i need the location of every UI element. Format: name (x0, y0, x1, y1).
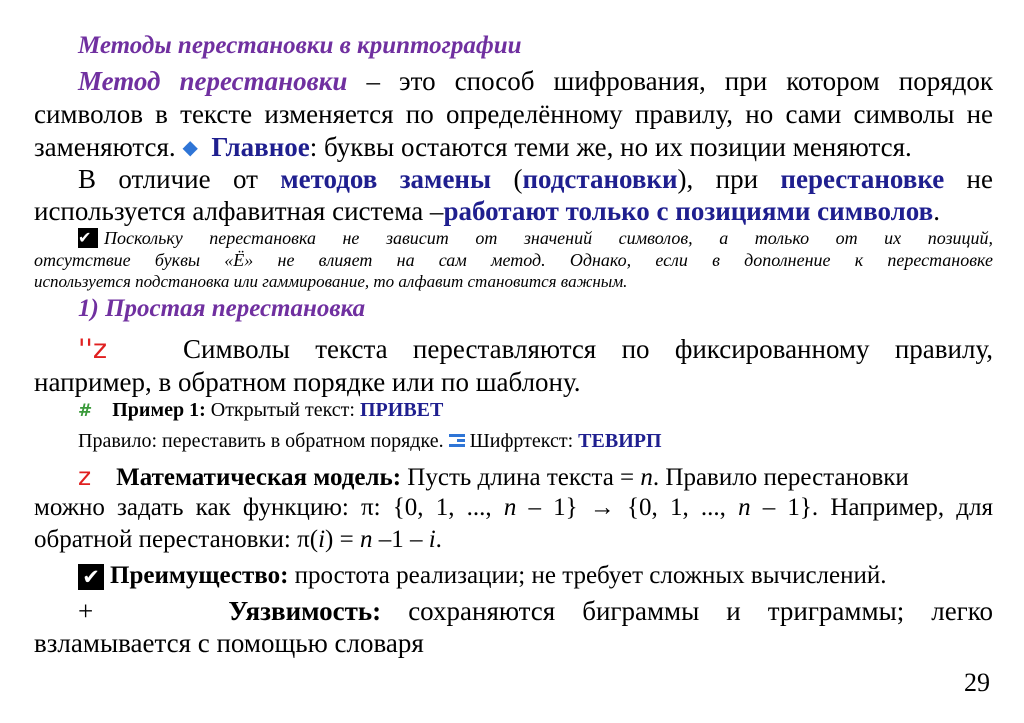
checkbox-icon: ✔ (78, 564, 104, 590)
para2-line2 (34, 196, 940, 227)
text: . (435, 526, 442, 553)
text: обратной перестановки: π( (34, 526, 319, 553)
positions-only-emphasis: работают только с позициями символов (443, 196, 934, 226)
text: сохраняются биграммы и триграммы; легко (408, 596, 994, 626)
slide-title: Методы перестановки в криптографии (78, 32, 522, 59)
weakness-line1 (78, 596, 993, 627)
text: n (359, 526, 373, 553)
note-line1 (78, 228, 993, 249)
note-line2: отсутствие буквы «Ё» не влияет на сам метод. Однако, если в дополнение к перестановке (34, 250, 993, 270)
text: В отличие от (78, 164, 281, 194)
text: n (503, 494, 517, 521)
example-line1 (78, 399, 443, 422)
advantage-line (78, 562, 887, 590)
text: –1 – (372, 526, 429, 553)
text: Символы текста переставляются по фиксированному правилу, (183, 334, 994, 364)
text: ), при (677, 164, 781, 194)
main-point-label: Главное (211, 132, 310, 162)
text: ) = (325, 526, 360, 553)
simple-line2: например, в обратном порядке или по шаблону. (34, 367, 581, 397)
para1-line1 (78, 66, 993, 97)
ciphertext-value: ТЕВИРП (578, 430, 662, 452)
text: ( (491, 164, 523, 194)
math-line2 (34, 494, 993, 522)
math-line1 (78, 462, 909, 492)
math-line3 (34, 526, 442, 554)
para1-line3-rest: : буквы остаются теми же, но их позиции меняются. (309, 132, 912, 162)
para2-line1 (78, 164, 993, 195)
page-number: 29 (964, 668, 990, 697)
text: Шифртекст: (464, 430, 579, 452)
term-permutation: перестановке (780, 164, 945, 194)
text: не (944, 164, 993, 194)
example-label: Пример 1: (112, 399, 206, 421)
text: – 1} → {0, 1, ..., (516, 494, 739, 521)
para1-line3 (34, 132, 912, 163)
para1-line2: символов в тексте изменяется по определённому правилу, но сами символы не (34, 99, 993, 129)
list-icon (449, 434, 465, 448)
simple-line1 (78, 334, 993, 365)
plus-marker: + (78, 596, 94, 626)
weakness-label: Уязвимость: (228, 596, 382, 626)
text: n (640, 464, 653, 491)
example-line2 (78, 430, 662, 453)
bullet-marker: ''z (78, 334, 108, 365)
section-heading-simple-permutation: 1) Простая перестановка (78, 295, 366, 322)
para1-line3-start: заменяются. (34, 132, 183, 162)
term-substitution-methods: методов замены (280, 164, 492, 194)
text: i (428, 526, 436, 553)
advantage-label: Преимущество: (110, 562, 289, 589)
text: . (933, 196, 940, 226)
note-line3: используется подстановка или гаммирование, то алфавит становится важным. (34, 272, 628, 291)
text: . Правило перестановки (652, 464, 909, 491)
term-substitution: подстановки (522, 164, 678, 194)
weakness-line2: взламывается с помощью словаря (34, 628, 424, 658)
text: можно задать как функцию: π: {0, 1, ..., (34, 494, 504, 521)
checkbox-icon: ✔ (78, 228, 98, 248)
text: Пусть длина текста = (401, 464, 641, 491)
text: Правило: переставить в обратном порядке. (78, 430, 449, 452)
diamond-bullet-icon: ◆ (182, 135, 198, 159)
bullet-marker: z (78, 462, 92, 491)
text: простота реализации; не требует сложных вычислений. (288, 562, 887, 589)
text: n (738, 494, 751, 521)
text: i (318, 526, 326, 553)
math-model-label: Математическая модель: (116, 464, 402, 491)
text: – 1}. Например, для (750, 494, 993, 521)
text: Поскольку перестановка не зависит от значений символов, а только от их позиций, (104, 228, 993, 248)
text: используется алфавитная система – (34, 196, 444, 226)
term-permutation-method: Метод перестановки (78, 66, 348, 96)
plaintext-value: ПРИВЕТ (359, 399, 444, 421)
para1-line1-text: – это способ шифрования, при котором порядок (347, 66, 993, 96)
hash-icon: # (78, 401, 93, 421)
text: Открытый текст: (205, 399, 360, 421)
